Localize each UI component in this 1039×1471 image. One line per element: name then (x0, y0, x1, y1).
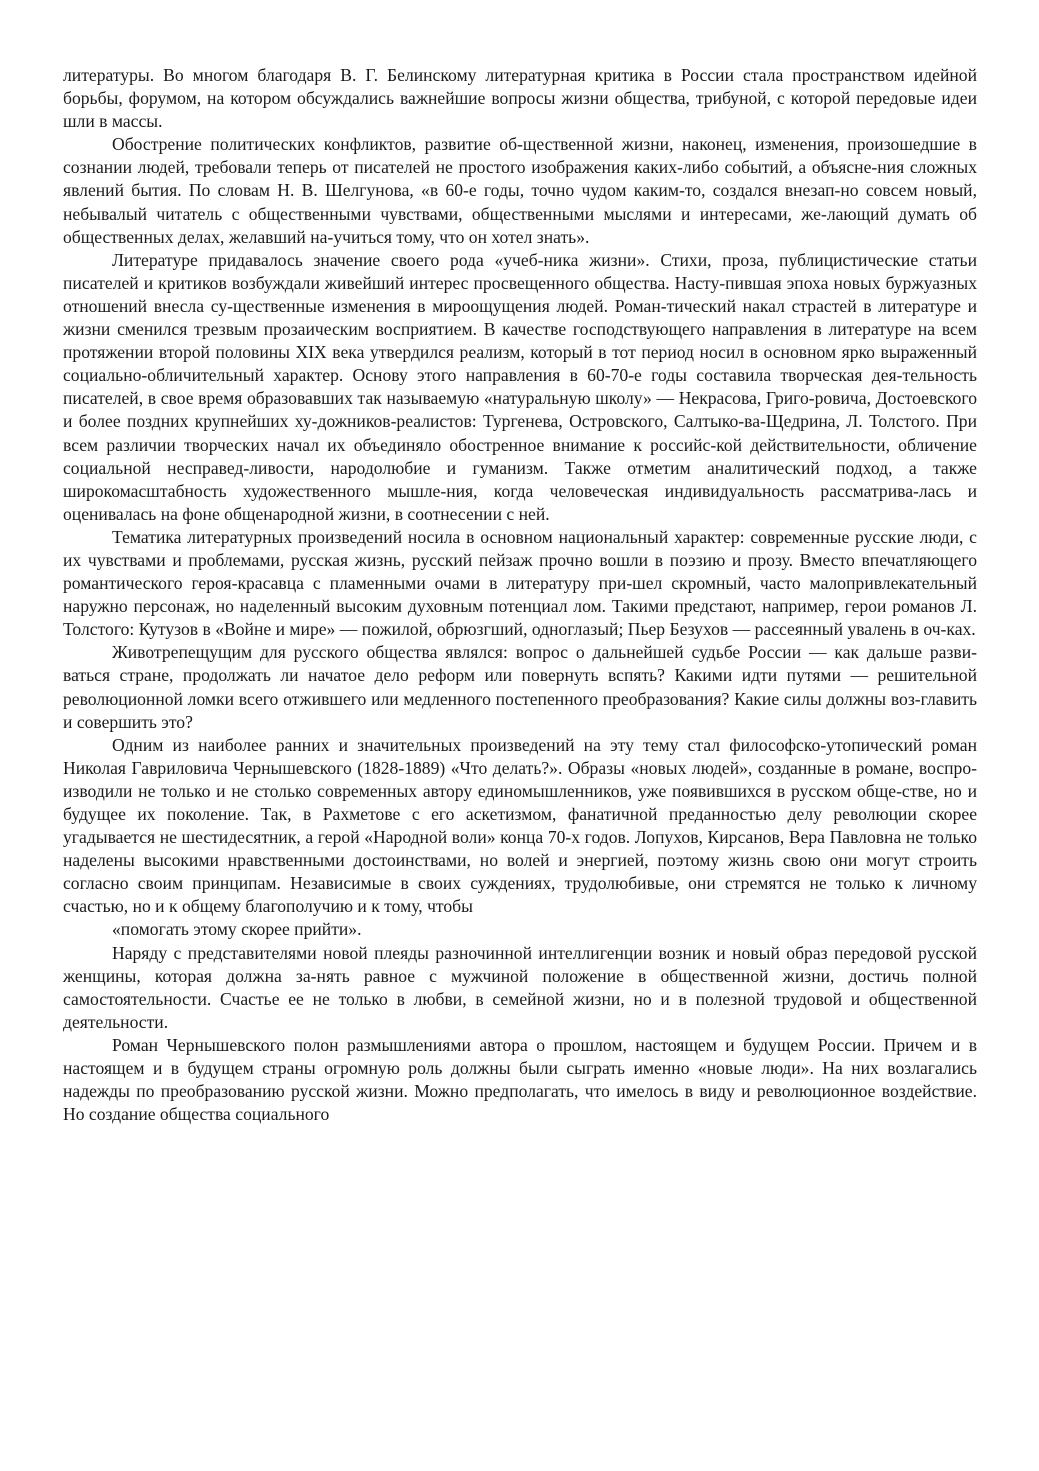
paragraph-chernyshevsky: Одним из наиболее ранних и значительных произведений на эту тему стал философско-утопический роман Николая Гавриловича Чернышевского (1828-1889) «Что делать?». Образы «новых людей», созданные в романе, воспро-изводили не только и не столько современных автору единомышленников, уже появившихся в русском обще-стве, но и будущее их поколение. Так, в Рахметове с его аскетизмом, фанатичной преданностью делу революции скорее угадывается не шестидесятник, а герой «Народной воли» конца 70-х годов. Лопухов, Кирсанов, Вера Павловна не только наделены высокими нравственными достоинствами, но волей и энергией, поэтому жизнь свою они могут строить согласно своим принципам. Независимые в своих суждениях, трудолюбивые, они стремятся не только к личному счастью, но и к общему благополучию и к тому, чтобы (63, 734, 977, 917)
paragraph-continuation: литературы. Во многом благодаря В. Г. Белинскому литературная критика в России стала пространством идейной борьбы, форумом, на котором обсуждались важнейшие вопросы жизни общества, трибуной, с которой передовые идеи шли в массы. (63, 65, 977, 132)
paragraph-themes: Тематика литературных произведений носила в основном национальный характер: современные русские люди, с их чувствами и проблемами, русская жизнь, русский пейзаж прочно вошли в поэзию и прозу. Вместо впечатляющего романтического героя-красавца с пламенными очами в литературу при-шел скромный, часто малопривлекательный наружно персонаж, но наделенный высоким духовным потенциал лом. Такими предстают, например, герои романов Л. Толстого: Кутузов в «Войне и мире» — пожилой, обрюзгший, одноглазый; Пьер Безухов — рассеянный увалень в оч-ках. (63, 526, 977, 640)
paragraph-literature-textbook: Литературе придавалось значение своего рода «учеб-ника жизни». Стихи, проза, публицистические статьи писателей и критиков возбуждали живейший интерес просвещенного общества. Насту-пившая эпоха новых буржуазных отношений внесла су-щественные изменения в мироощущения людей. Роман-тический накал страстей в литературе и жизни сменился трезвым прозаическим восприятием. В качестве господствующего направления в литературе на всем протяжении второй половины XIX века утвердился реализм, который в тот период носил в основном ярко выраженный социально-обличительный характер. Основу этого направления в 60-70-е годы составила творческая дея-тельность писателей, в свое время образовавших так называемую «натуральную школу» — Некрасова, Григо-ровича, Достоевского и более поздних крупнейших ху-дожников-реалистов: Тургенева, Островского, Салтыко-ва-Щедрина, Л. Толстого. При всем различии творческих начал их объединяло обостренное внимание к российс-кой действительности, обличение социальной несправед-ливости, народолюбие и гуманизм. Также отметим аналитический подход, а также широкомасштабность художественного мышле-ния, когда человеческая индивидуальность рассматрива-лась и оценивалась на фоне общенародной жизни, в соотнесении с ней. (63, 249, 977, 524)
paragraph-new-woman: Наряду с представителями новой плеяды разночинной интеллигенции возник и новый образ передовой русской женщины, которая должна за-нять равное с мужчиной положение в общественной жизни, достичь полной самостоятельности. Счастье ее не только в любви, в семейной жизни, но и в полезной трудовой и общественной деятельности. (63, 942, 977, 1032)
document-page (63, 64, 977, 1126)
paragraph-novel-reflections: Роман Чернышевского полон размышлениями автора о прошлом, настоящем и будущем России. Причем и в настоящем и в будущем страны огромную роль должны были сыграть именно «новые люди». На них возлагались надежды по преобразованию русской жизни. Можно предполагать, что имелось в виду и революционное воздействие. Но создание общества социального (63, 1034, 977, 1125)
paragraph-russia-fate: Животрепещущим для русского общества являлся: вопрос о дальнейшей судьбе России — как дальше разви-ваться стране, продолжать ли начатое дело реформ или повернуть вспять? Какими идти путями — решительной революционной ломки всего отжившего или медленного постепенного преобразования? Какие силы должны воз-главить и совершить это? (63, 642, 977, 732)
paragraph-quote: «помогать этому скорее прийти». (112, 919, 362, 940)
paragraph-political-conflicts: Обострение политических конфликтов, развитие об-щественной жизни, наконец, изменения, произошедшие в сознании людей, требовали теперь от писателей не простого изображения каких-либо событий, а объясне-ния сложных явлений бытия. По словам Н. В. Шелгунова, «в 60-е годы, точно чудом каким-то, создался внезап-но совсем новый, небывалый читатель с общественными чувствами, общественными мыслями и интересами, же-лающий думать об общественных делах, желавший на-учиться тому, что он хотел знать». (63, 134, 977, 247)
